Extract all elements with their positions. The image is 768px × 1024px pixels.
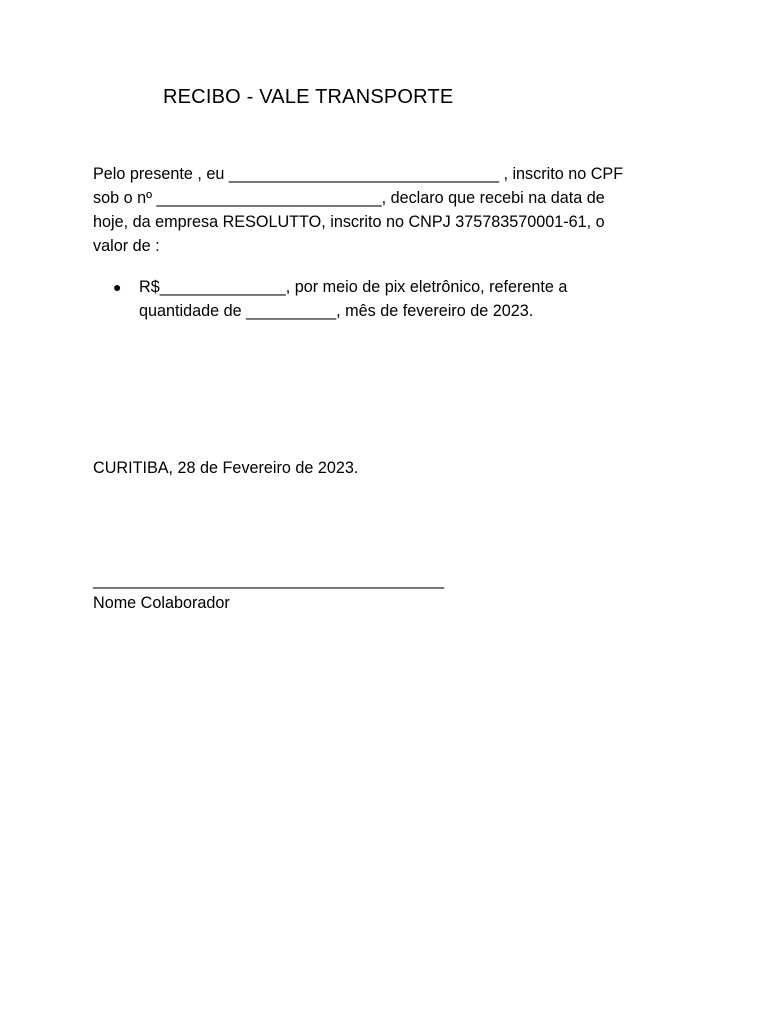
paragraph-line-2: sob o nº _________________________, declaro que recebi na data de bbox=[93, 189, 605, 207]
bullet-text bbox=[139, 275, 699, 323]
paragraph-line-4: valor de : bbox=[93, 237, 160, 255]
document-title: RECIBO - VALE TRANSPORTE bbox=[163, 86, 454, 108]
bullet-line-1: R$______________, por meio de pix eletrônico, referente a bbox=[139, 278, 568, 296]
signature-label: Nome Colaborador bbox=[93, 594, 230, 612]
signature-line: _______________________________________ bbox=[93, 571, 445, 589]
bullet-line-2: quantidade de __________, mês de fevereiro de 2023. bbox=[139, 302, 534, 320]
paragraph-line-3: hoje, da empresa RESOLUTTO, inscrito no CNPJ 375783570001-61, o bbox=[93, 213, 605, 231]
receipt-paragraph bbox=[93, 162, 693, 258]
place-date-line: CURITIBA, 28 de Fevereiro de 2023. bbox=[93, 459, 359, 477]
paragraph-line-1: Pelo presente , eu ______________________________ , inscrito no CPF bbox=[93, 165, 624, 183]
bullet-icon: ● bbox=[113, 279, 122, 295]
